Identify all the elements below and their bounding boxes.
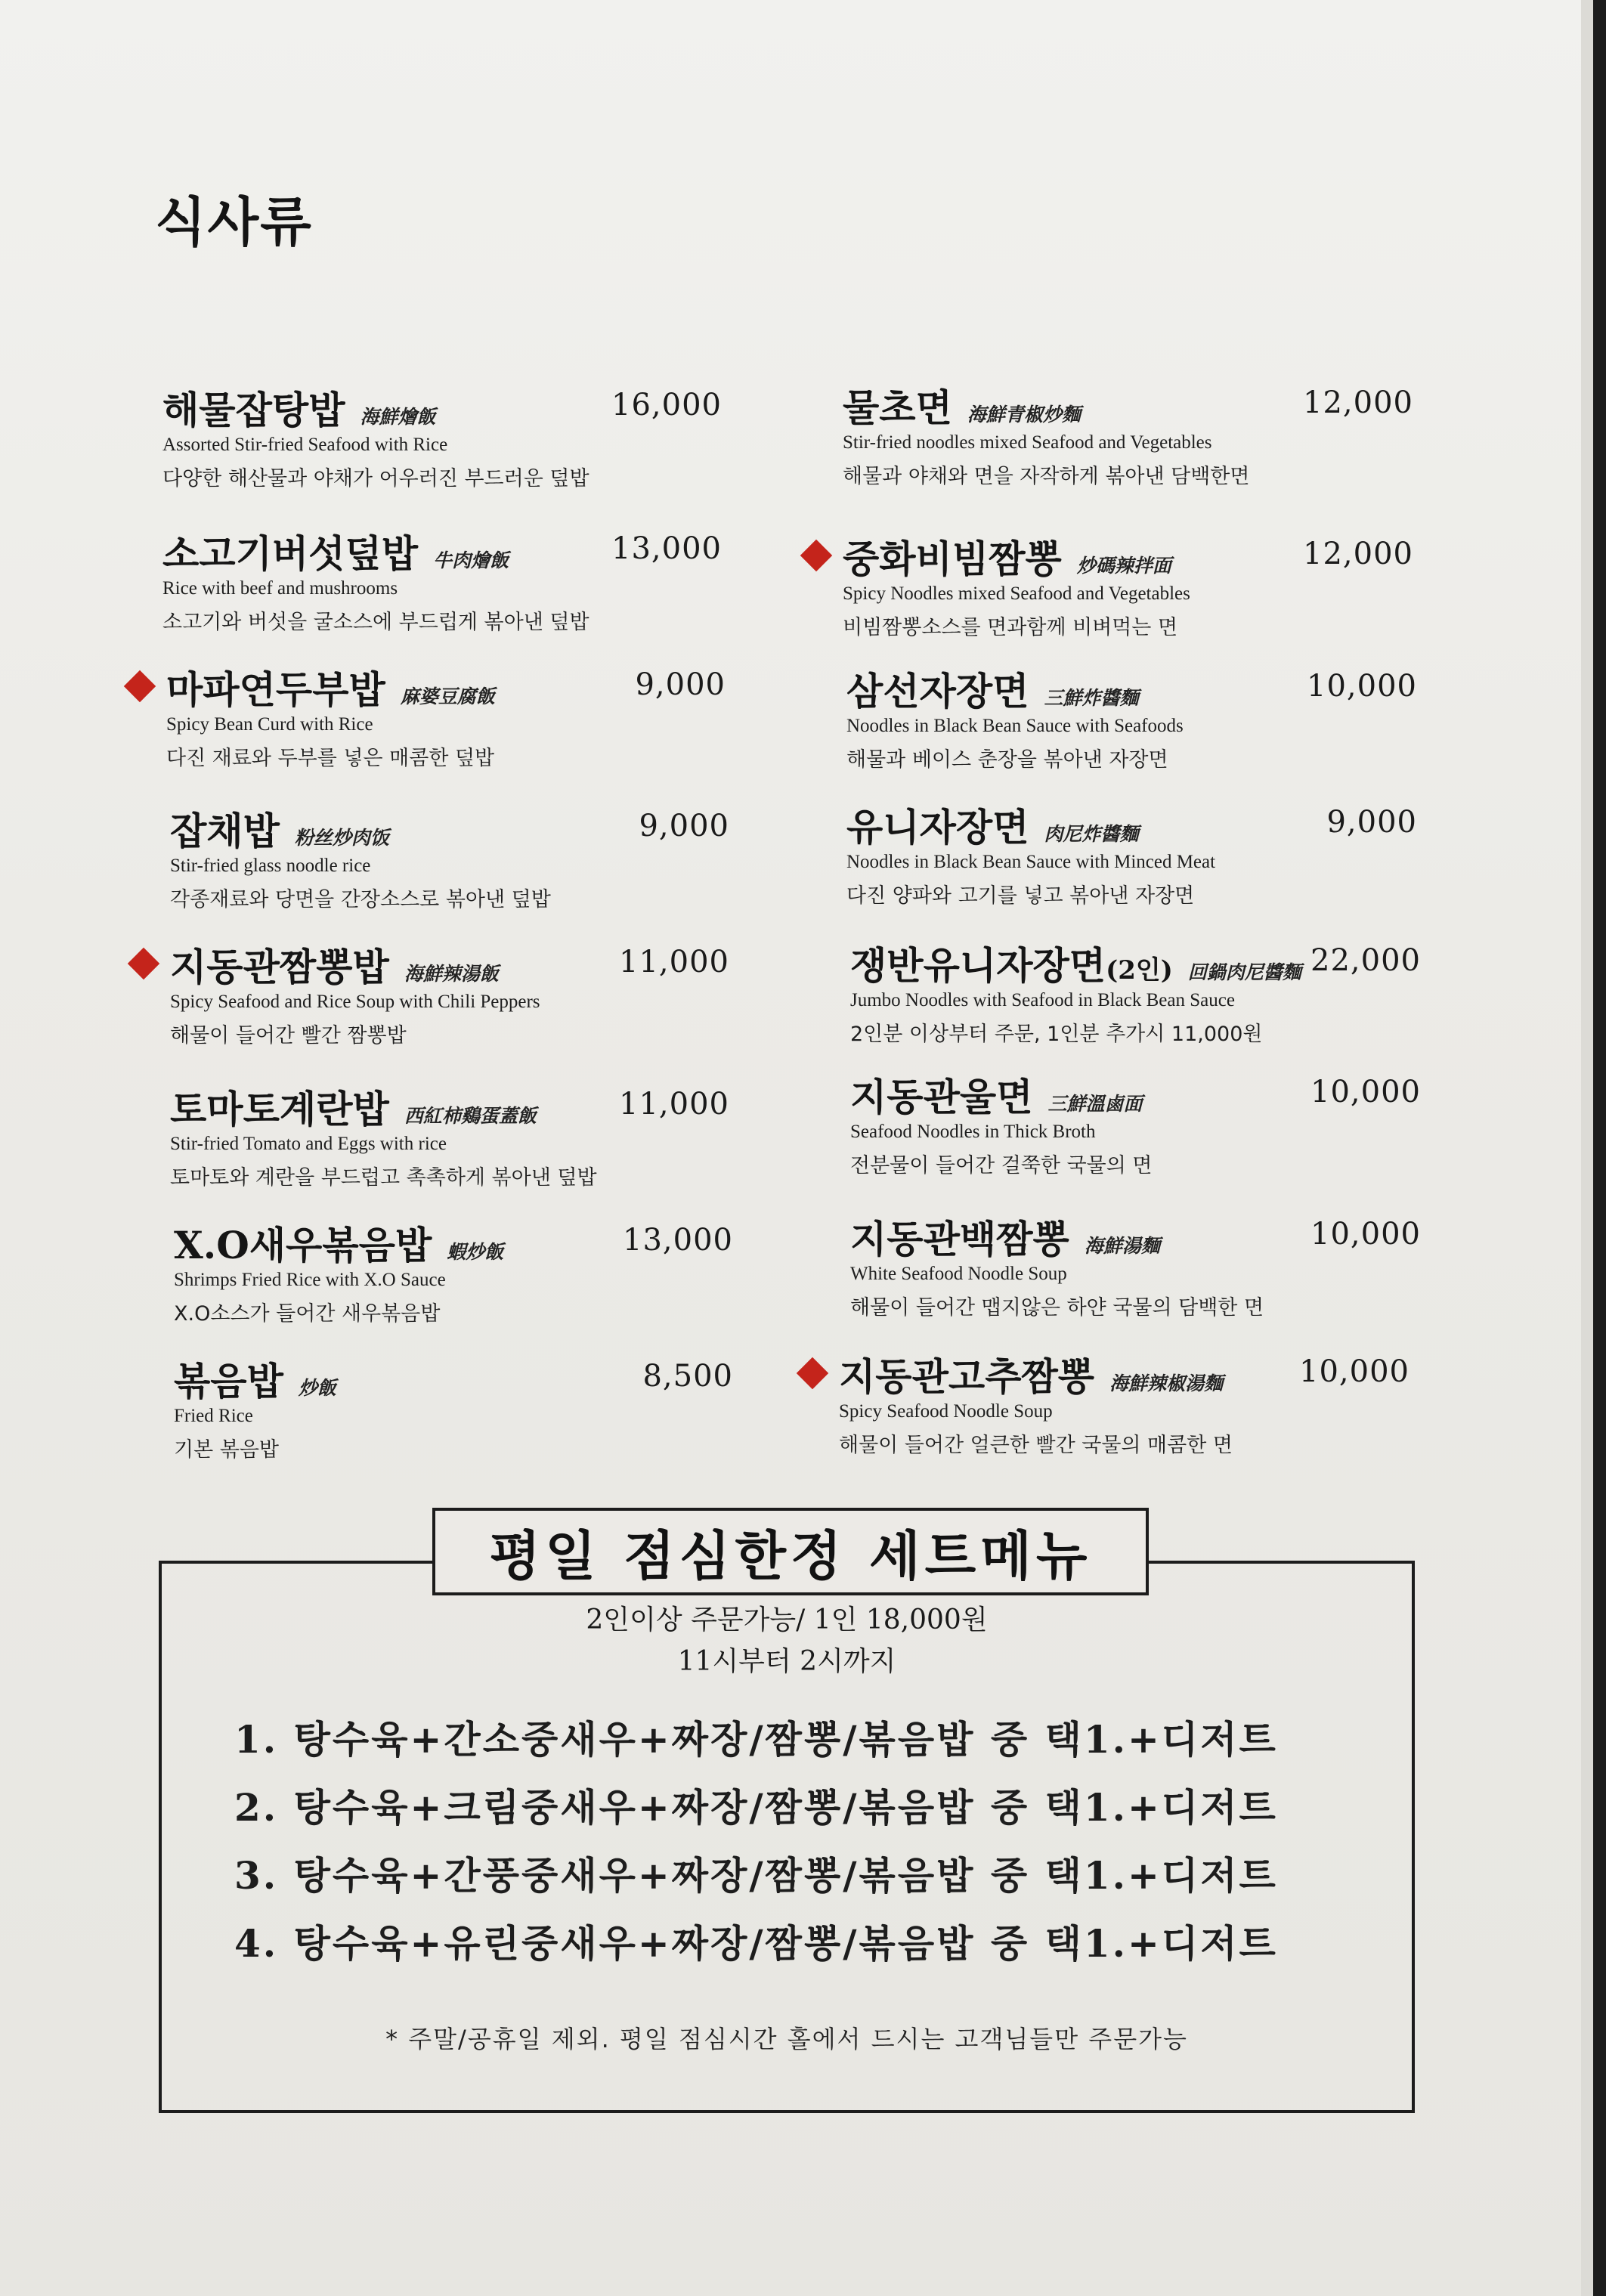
- menu-item-description: 다진 재료와 두부를 넣은 매콤한 덮밥: [166, 747, 495, 770]
- menu-item-title: [162, 380, 436, 435]
- menu-item-description: 다양한 해산물과 야채가 어우러진 부드러운 덮밥: [162, 467, 589, 490]
- menu-item-title: [846, 797, 1139, 852]
- menu-item: [170, 1079, 729, 1193]
- page-edge: [1581, 0, 1593, 2296]
- menu-item-title: [162, 524, 509, 578]
- menu-item-suffix: (2인): [1106, 955, 1173, 986]
- menu-item-name: X.O새우볶음밥: [174, 1223, 432, 1267]
- menu-item-price: 16,000: [611, 388, 722, 422]
- menu-item-english: Shrimps Fried Rice with X.O Sauce: [174, 1270, 446, 1290]
- menu-item: [170, 801, 729, 914]
- menu-item-title: [850, 936, 1301, 990]
- menu-item-price: 10,000: [1310, 1217, 1421, 1252]
- menu-item-name: 삼선자장면: [846, 669, 1029, 713]
- menu-item-english: White Seafood Noodle Soup: [850, 1264, 1067, 1284]
- menu-item-name: 유니자장면: [846, 805, 1029, 849]
- menu-item-english: Seafood Noodles in Thick Broth: [850, 1122, 1096, 1142]
- menu-item: [843, 529, 1413, 642]
- menu-item-price: 10,000: [1310, 1075, 1421, 1109]
- menu-item-english: Rice with beef and mushrooms: [162, 578, 398, 599]
- menu-item: [166, 660, 726, 773]
- menu-item-title: [174, 1351, 336, 1406]
- menu-item-price: 11,000: [619, 1087, 729, 1122]
- menu-item-hanja: 海鮮燴飯: [360, 406, 436, 428]
- menu-item-hanja: 牛肉燴飯: [433, 549, 509, 571]
- menu-item: [174, 1215, 733, 1329]
- menu-item-description: 해물이 들어간 맵지않은 하얀 국물의 담백한 면: [850, 1296, 1264, 1320]
- menu-item: [843, 378, 1413, 491]
- menu-item: [850, 1067, 1421, 1180]
- menu-item-title: [166, 660, 495, 714]
- menu-item-english: Spicy Bean Curd with Rice: [166, 714, 373, 735]
- menu-item-description: 해물이 들어간 얼큰한 빨간 국물의 매콤한 면: [839, 1434, 1233, 1457]
- menu-item: [850, 1209, 1421, 1323]
- menu-item-name: 잡채밥: [170, 809, 280, 853]
- spicy-diamond-icon: [800, 540, 832, 571]
- menu-item-name: 마파연두부밥: [166, 667, 385, 712]
- menu-item-description: 2인분 이상부터 주문, 1인분 추가시 11,000원: [850, 1023, 1263, 1046]
- menu-item-english: Fried Rice: [174, 1406, 253, 1426]
- menu-item-price: 8,500: [642, 1359, 733, 1394]
- spicy-diamond-icon: [124, 670, 156, 702]
- menu-item-price: 9,000: [639, 809, 729, 843]
- set-menu-info-hours: 11시부터 2시까지: [677, 1646, 896, 1677]
- menu-item-title: [843, 529, 1171, 583]
- menu-item-name: 볶음밥: [174, 1359, 283, 1403]
- section-title: 식사류: [155, 190, 313, 253]
- menu-item-name: 해물잡탕밥: [162, 388, 345, 432]
- spicy-diamond-icon: [797, 1357, 828, 1389]
- menu-item-name: 지동관울면: [850, 1075, 1033, 1119]
- menu-item-title: [850, 1067, 1143, 1122]
- menu-item-price: 22,000: [1310, 943, 1421, 978]
- menu-item-name: 지동관짬뽕밥: [170, 945, 389, 989]
- menu-item-description: 해물과 야채와 면을 자작하게 볶아낸 담백한면: [843, 465, 1250, 488]
- menu-item-name: 물초면: [843, 385, 952, 430]
- menu-item-hanja: 粉丝炒肉饭: [294, 827, 389, 849]
- set-option-2: 2. 탕수육+크림중새우+짜장/짬뽕/볶음밥 중 택1.+디저트: [234, 1785, 1278, 1830]
- menu-item-hanja: 麻婆豆腐飯: [400, 685, 495, 707]
- menu-item-description: 전분물이 들어간 걸쭉한 국물의 면: [850, 1154, 1153, 1177]
- menu-item-description: 소고기와 버섯을 굴소스에 부드럽게 볶아낸 덮밥: [162, 611, 589, 634]
- menu-item-description: 다진 양파와 고기를 넣고 볶아낸 자장면: [846, 884, 1195, 908]
- menu-item-description: 기본 볶음밥: [174, 1438, 279, 1462]
- menu-item-english: Spicy Seafood and Rice Soup with Chili Peppers: [170, 992, 540, 1012]
- menu-item-description: 각종재료와 당면을 간장소스로 볶아낸 덮밥: [170, 888, 551, 911]
- menu-item-description: X.O소스가 들어간 새우볶음밥: [174, 1302, 441, 1326]
- set-menu-info-price: 2인이상 주문가능/ 1인 18,000원: [586, 1604, 988, 1635]
- menu-item-english: Stir-fried Tomato and Eggs with rice: [170, 1134, 447, 1154]
- menu-item-title: [843, 378, 1081, 432]
- menu-item-price: 11,000: [619, 945, 729, 979]
- spicy-diamond-icon: [128, 948, 159, 979]
- menu-item: [162, 524, 722, 637]
- menu-item-price: 10,000: [1299, 1354, 1410, 1389]
- menu-item-description: 해물과 베이스 춘장을 볶아낸 자장면: [846, 748, 1168, 772]
- set-option-3: 3. 탕수육+간풍중새우+짜장/짬뽕/볶음밥 중 택1.+디저트: [234, 1853, 1278, 1898]
- menu-item-hanja: 海鮮辣椒湯麵: [1109, 1372, 1224, 1394]
- menu-item-title: [846, 661, 1139, 716]
- menu-item-hanja: 炒碼辣拌面: [1076, 555, 1171, 577]
- menu-item-price: 13,000: [623, 1223, 733, 1258]
- menu-item-price: 13,000: [611, 531, 722, 566]
- menu-item-name: 중화비빔짬뽕: [843, 537, 1062, 581]
- menu-item-hanja: 海鮮辣湯飯: [404, 963, 499, 985]
- menu-item-hanja: 西紅柿鷄蛋蓋飯: [404, 1105, 537, 1127]
- menu-item-english: Noodles in Black Bean Sauce with Minced Meat: [846, 852, 1216, 872]
- set-option-4: 4. 탕수육+유린중새우+짜장/짬뽕/볶음밥 중 택1.+디저트: [234, 1921, 1278, 1966]
- set-menu-title: 평일 점심한정 세트메뉴: [489, 1524, 1092, 1587]
- menu-item-description: 토마토와 계란을 부드럽고 촉촉하게 볶아낸 덮밥: [170, 1166, 597, 1190]
- menu-item-hanja: 三鮮溫鹵面: [1047, 1093, 1143, 1115]
- menu-item-hanja: 海鮮湯麵: [1084, 1235, 1160, 1257]
- menu-item-price: 9,000: [1326, 805, 1417, 840]
- menu-item-hanja: 炒飯: [298, 1377, 336, 1399]
- menu-item: [846, 661, 1417, 775]
- menu-item-name: 소고기버섯덮밥: [162, 531, 419, 576]
- menu-item-hanja: 蝦炒飯: [447, 1241, 504, 1263]
- menu-item: [850, 936, 1421, 1049]
- menu-item: [839, 1347, 1410, 1460]
- menu-item-english: Spicy Seafood Noodle Soup: [839, 1401, 1053, 1422]
- menu-item-hanja: 海鮮青椒炒麵: [967, 404, 1081, 425]
- menu-item-title: [170, 801, 389, 856]
- set-menu-title-box: [432, 1508, 1149, 1595]
- menu-item-english: Spicy Noodles mixed Seafood and Vegetables: [843, 583, 1190, 604]
- menu-item: [170, 937, 729, 1051]
- menu-item-english: Jumbo Noodles with Seafood in Black Bean Sauce: [850, 990, 1235, 1010]
- menu-item-price: 12,000: [1303, 385, 1413, 420]
- menu-item-title: [850, 1209, 1160, 1264]
- menu-item-hanja: 回鍋肉尼醬麵: [1187, 961, 1301, 983]
- menu-item-title: [839, 1347, 1223, 1401]
- menu-item: [846, 797, 1417, 911]
- menu-item-price: 9,000: [635, 667, 726, 702]
- menu-item-hanja: 肉尼炸醬麵: [1044, 823, 1139, 845]
- menu-item-description: 비빔짬뽕소스를 면과함께 비벼먹는 면: [843, 616, 1178, 639]
- menu-item-hanja: 三鮮炸醬麵: [1044, 687, 1139, 709]
- menu-item-name: 지동관고추짬뽕: [839, 1354, 1095, 1399]
- menu-item-name: 지동관백짬뽕: [850, 1217, 1069, 1261]
- set-menu-note: * 주말/공휴일 제외. 평일 점심시간 홀에서 드시는 고객님들만 주문가능: [385, 2025, 1188, 2053]
- menu-item-english: Assorted Stir-fried Seafood with Rice: [162, 435, 448, 455]
- set-option-1: 1. 탕수육+간소중새우+짜장/짬뽕/볶음밥 중 택1.+디저트: [234, 1717, 1278, 1762]
- menu-item-description: 해물이 들어간 빨간 짬뽕밥: [170, 1024, 407, 1047]
- menu-item-name: 토마토계란밥: [170, 1087, 389, 1131]
- menu-item-title: [170, 937, 499, 992]
- menu-item-english: Noodles in Black Bean Sauce with Seafoods: [846, 716, 1184, 736]
- menu-item-price: 10,000: [1307, 669, 1417, 704]
- menu-item: [174, 1351, 733, 1465]
- menu-item-price: 12,000: [1303, 537, 1413, 571]
- menu-item-title: [170, 1079, 537, 1134]
- menu-item-title: [174, 1215, 503, 1270]
- menu-item-english: Stir-fried noodles mixed Seafood and Vegetables: [843, 432, 1212, 453]
- menu-item-english: Stir-fried glass noodle rice: [170, 856, 371, 876]
- menu-item-name: 쟁반유니자장면: [850, 943, 1106, 988]
- menu-item: [162, 380, 722, 494]
